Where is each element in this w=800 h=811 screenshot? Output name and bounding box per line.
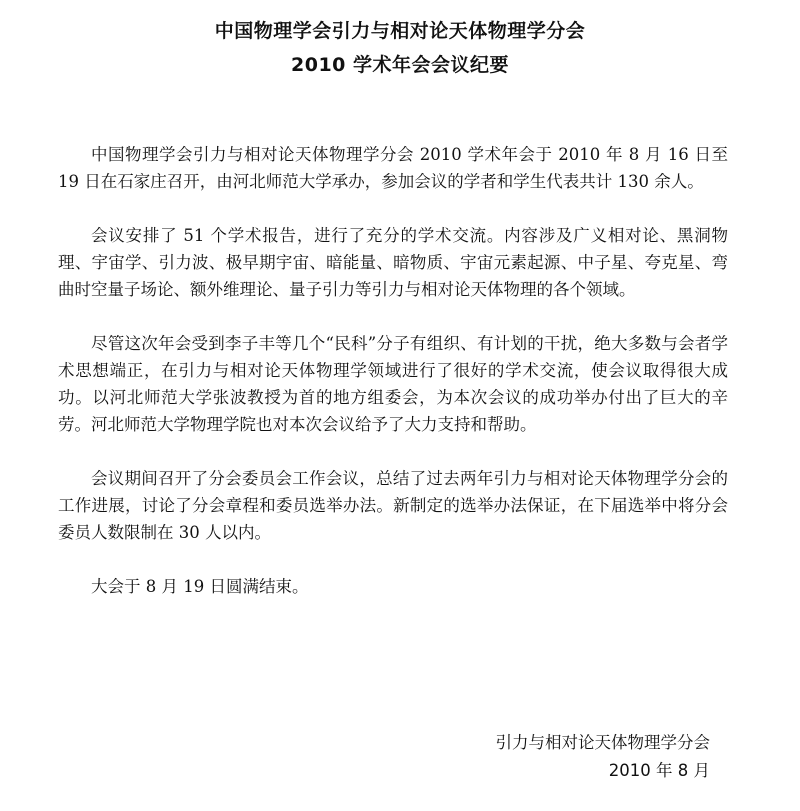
document-body xyxy=(58,141,728,627)
signature-date: 2010 年 8 月 xyxy=(608,761,710,780)
document-title xyxy=(0,14,800,82)
paragraph-2: 会议安排了 51 个学术报告，进行了充分的学术交流。内容涉及广义相对论、黑洞物理、宇宙学、引力波、极早期宇宙、暗能量、暗物质、宇宙元素起源、中子星、夸克星、弯曲时空量子场论、额外维理论、量子引力等引力与相对论天体物理的各个领域。 xyxy=(58,226,728,299)
paragraph-4: 会议期间召开了分会委员会工作会议，总结了过去两年引力与相对论天体物理学分会的工作进展，讨论了分会章程和委员选举办法。新制定的选举办法保证，在下届选举中将分会委员人数限制在 30 人以内。 xyxy=(58,469,728,542)
paragraph-3: 尽管这次年会受到李子丰等几个“民科”分子有组织、有计划的干扰，绝大多数与会者学术思想端正，在引力与相对论天体物理学领域进行了很好的学术交流，使会议取得很大成功。以河北师范大学张波教授为首的地方组委会，为本次会议的成功举办付出了巨大的辛劳。河北师范大学物理学院也对本次会议给予了大力支持和帮助。 xyxy=(58,334,728,434)
title-line-2: 2010 学术年会会议纪要 xyxy=(291,54,509,76)
paragraph-1: 中国物理学会引力与相对论天体物理学分会 2010 学术年会于 2010 年 8 月 16 日至 19 日在石家庄召开，由河北师范大学承办，参加会议的学者和学生代表共计 130 余人。 xyxy=(58,145,728,191)
signature-organization: 引力与相对论天体物理学分会 xyxy=(495,733,710,752)
signature-block xyxy=(496,729,711,785)
title-line-1: 中国物理学会引力与相对论天体物理学分会 xyxy=(214,20,586,42)
paragraph-5: 大会于 8 月 19 日圆满结束。 xyxy=(91,577,309,596)
